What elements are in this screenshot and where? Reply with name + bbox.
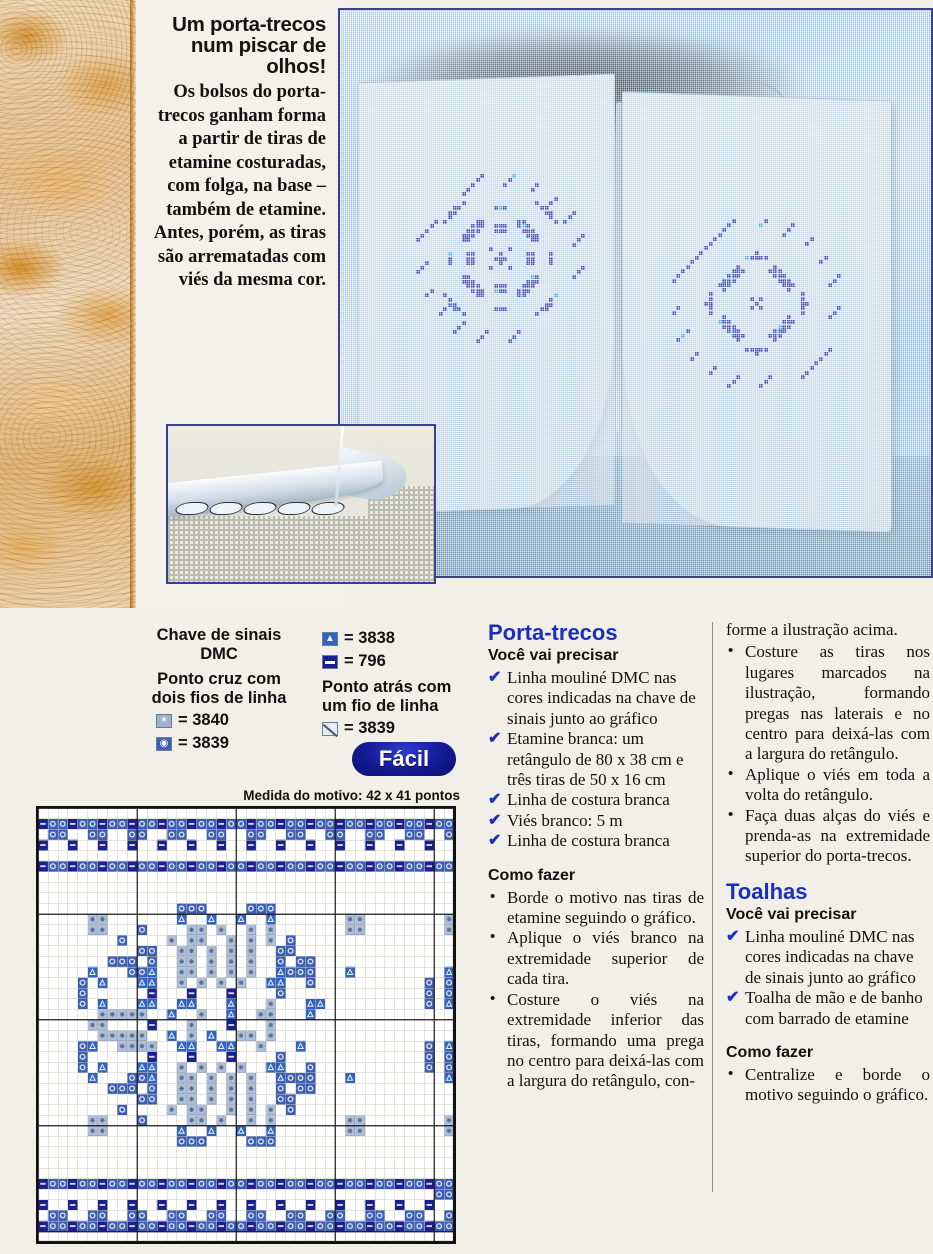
column-porta-trecos <box>488 620 704 1092</box>
list-item-text: Faça duas alças do viés e prenda-as na extremidade superior do porta-trecos. <box>745 805 930 866</box>
motif-measure-label: Medida do motivo: 42 x 41 pontos <box>243 788 460 803</box>
list-item <box>726 642 930 764</box>
hanger-hook-icon <box>730 79 787 120</box>
check-icon: ✔ <box>488 791 502 809</box>
list-item <box>488 729 704 790</box>
list-item-text: Costure o viés na extremidade inferior das tiras, formando uma prega no centro para deixá-las com a largura do retângulo, con- <box>507 989 704 1091</box>
needs-list-right <box>726 927 930 1029</box>
check-icon: ✔ <box>726 927 740 945</box>
legend-title: Chave de sinais <box>156 626 282 644</box>
wall-shadow <box>370 28 800 143</box>
list-item-text: Linha de costura branca <box>507 790 670 810</box>
list-item-text: Costure as tiras nos lugares marcados na ilustração, formando pregas nas laterais e no centro para deixá-las com a largura do retângulo. <box>745 642 930 764</box>
legend-right-column <box>322 626 472 739</box>
list-item <box>726 806 930 867</box>
list-item-text: Viés branco: 5 m <box>507 810 623 830</box>
stone-wall-photo <box>0 0 136 608</box>
list-item-text: Linha mouliné DMC nas cores indicadas na chave de sinais junto ao gráfico <box>745 926 916 987</box>
subheading-needs-mid: Você vai precisar <box>488 647 619 664</box>
list-item <box>726 1065 930 1106</box>
list-item <box>488 831 704 851</box>
circle-symbol-icon: ◉ <box>156 737 172 751</box>
legend-code-796: = 796 <box>344 652 386 670</box>
subheading-howto-mid: Como fazer <box>488 866 576 884</box>
check-icon: ✔ <box>488 811 502 829</box>
backstitch-symbol-icon <box>322 722 338 736</box>
legend-entry-3839-back <box>322 718 472 739</box>
legend-left-column <box>140 626 298 754</box>
needs-list-mid <box>488 668 704 852</box>
check-icon: ✔ <box>488 730 502 748</box>
check-icon: ✔ <box>488 832 502 850</box>
list-item-text: Centralize e borde o motivo seguindo o gráfico. <box>745 1064 930 1105</box>
legend-right-subtitle: Ponto atrás com um fio de linha <box>322 678 452 715</box>
legend-code-3839-cross: = 3839 <box>178 734 229 752</box>
steps-list-mid <box>488 888 704 1092</box>
detail-inset-photo <box>166 424 436 584</box>
subheading-needs-right: Você vai precisar <box>726 905 857 923</box>
list-item <box>488 990 704 1092</box>
hanging-rod <box>616 102 623 432</box>
etamine-mesh-corner <box>368 486 436 584</box>
list-item-text: Aplique o viés em toda a volta do retângulo. <box>745 764 930 805</box>
bullet-icon: • <box>490 888 496 905</box>
bullet-icon: • <box>728 806 734 823</box>
check-icon: ✔ <box>488 669 502 686</box>
list-item <box>488 811 704 831</box>
legend-entry-3838 <box>322 628 472 649</box>
bullet-icon: • <box>490 929 496 946</box>
legend-code-3840: = 3840 <box>178 711 229 729</box>
difficulty-badge: Fácil <box>352 742 456 776</box>
star-symbol-icon: ✶ <box>156 714 172 728</box>
bullet-icon: • <box>728 765 734 782</box>
list-item-text: Borde o motivo nas tiras de etamine seguindo o gráfico. <box>507 887 704 928</box>
stitch-row <box>176 502 351 514</box>
bullet-icon: • <box>728 643 734 660</box>
legend-brand: DMC <box>200 645 238 663</box>
column-divider <box>712 622 713 1192</box>
steps-list-right <box>726 642 930 866</box>
continuation-text: forme a ilustração acima. <box>726 620 898 639</box>
list-item <box>726 927 930 988</box>
legend-entry-3839-cross <box>140 733 298 754</box>
intro-body: Os bolsos do porta-trecos ganham forma a partir de tiras de etamine costuradas, com folga, na base – também de etamine. Antes, porém, as tiras são arrematadas com viés da mesma cor. <box>153 82 326 290</box>
bullet-icon: • <box>728 1065 734 1082</box>
list-item-text: Etamine branca: um retângulo de 80 x 38 cm e três tiras de 50 x 16 cm <box>507 729 684 790</box>
check-icon: ✔ <box>726 989 740 1007</box>
dash-symbol-icon: ▬ <box>322 655 338 669</box>
cross-stitch-chart <box>36 806 456 1244</box>
legend-left-subtitle: Ponto cruz com dois fios de linha <box>151 670 287 707</box>
intro-lede: Um porta-trecos num piscar de olhos! <box>172 13 326 78</box>
list-item-text: Toalha de mão e de banho com barrado de etamine <box>745 988 923 1028</box>
heading-porta-trecos: Porta-trecos <box>488 620 618 645</box>
lower-content <box>0 608 933 1254</box>
list-item <box>488 888 704 929</box>
list-item <box>488 790 704 810</box>
column-toalhas <box>726 620 930 1106</box>
organizer-panel-right <box>622 91 892 532</box>
heading-toalhas: Toalhas <box>726 878 808 904</box>
legend-entry-3840 <box>140 710 298 731</box>
photo-band <box>0 0 933 608</box>
triangle-symbol-icon: ▲ <box>322 632 338 646</box>
list-item-text: Linha de costura branca <box>507 831 670 851</box>
list-item <box>488 928 704 989</box>
steps-list-right-2 <box>726 1065 930 1106</box>
list-item <box>726 765 930 806</box>
legend-entry-796 <box>322 651 472 672</box>
legend-code-3838: = 3838 <box>344 629 395 647</box>
bullet-icon: • <box>490 990 496 1007</box>
list-item-text: Aplique o viés branco na extremidade superior de cada tira. <box>507 928 704 989</box>
subheading-howto-right: Como fazer <box>726 1043 814 1061</box>
list-item <box>726 988 930 1029</box>
list-item <box>488 668 704 729</box>
chart-canvas <box>38 808 454 1242</box>
legend-code-3839-back: = 3839 <box>344 719 395 737</box>
list-item-text: Linha mouliné DMC nas cores indicadas na chave de sinais junto ao gráfico <box>507 668 696 728</box>
